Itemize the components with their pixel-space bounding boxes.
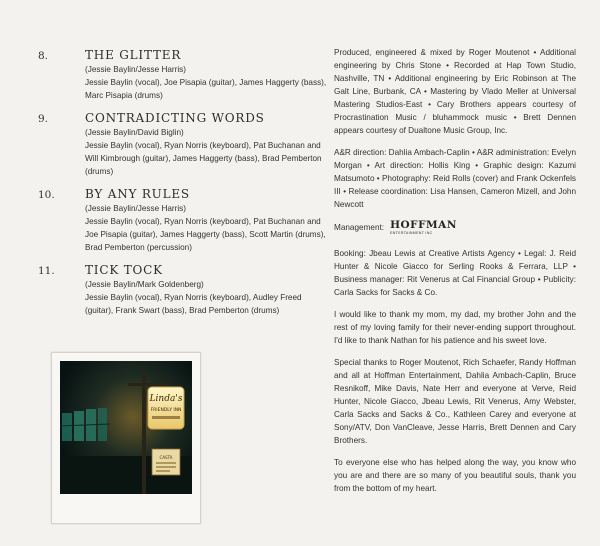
track-personnel: Jessie Baylin (vocal), Ryan Norris (keyboard), Pat Buchanan and Will Kimbrough (guitar), James Haggerty (bass), Brad Pemberton (drums) bbox=[85, 141, 322, 176]
night-sign-photo bbox=[60, 361, 192, 494]
management-line bbox=[334, 220, 576, 235]
track-personnel: Jessie Baylin (vocal), Joe Pisapia (guitar), James Haggerty (bass), Marc Pisapia (drums) bbox=[85, 78, 327, 100]
hoffman-logo-name: HOFFMAN bbox=[390, 219, 457, 231]
production-credits: Produced, engineered & mixed by Roger Moutenot • Additional engineering by Chris Stone • Recorded at Hap Town Studio, Nashville, TN • Additional engineering by Eric Robinson at The Galt Line, Burbank, CA • Mastering by Vlado Meller at Universal Mastering Studios-East • Cary Brothers appears courtesy of Procrastination Music / bluhammock music • Brett Dennen appears courtesy of Dualtone Music Group, Inc. bbox=[334, 48, 576, 135]
track-list bbox=[38, 48, 328, 326]
track-heading bbox=[38, 263, 328, 277]
booking-credits: Booking: Jbeau Lewis at Creative Artists Agency • Legal: J. Reid Hunter & Nicole Giacco for Serling Rooks & Ferrara, LLP • Business manager: Rit Venerus at Cal Financial Group • Publicity: Carla Sacks for Sacks & Co. bbox=[334, 249, 576, 298]
thanks-special: Special thanks to Roger Moutenot, Rich Schaefer, Randy Hoffman and all at Hoffman Entertainment, Dahlia Ambach-Caplin, Bruce Resnikoff, Mike Davis, Nate Herr and everyone at Verve, Reid Hunter, Nicole Giacco, Jbeau Lewis, Rit Venerus, Amy Webster, Carla Sacks and Sacks & Co., Kathleen Carey and everyone at Sony/ATV, Don VanCleave, Jesse Harris, Brett Dennen and Cary Brothers. bbox=[334, 358, 576, 446]
photo-illustration bbox=[60, 361, 192, 494]
sign-middle-text: FRIENDLY INN bbox=[150, 408, 182, 413]
thanks-family: I would like to thank my mom, my dad, my brother John and the rest of my loving family for their never-ending support throughout. I'd like to thank Nathan for his patience and his sweet love. bbox=[334, 310, 576, 346]
track-writers: (Jessie Baylin/Jesse Harris) bbox=[85, 65, 187, 74]
art-credits: A&R direction: Dahlia Ambach-Caplin • A&R administration: Evelyn Morgan • Art direction: Hollis King • Graphic design: Kazumi Matsumoto • Photography: Reid Rolls (cover) and Frank Ockenfels III • Release coordination: Lisa Hansen, Cameron Mizell, and John Newcott bbox=[334, 148, 576, 209]
track-item bbox=[38, 48, 328, 102]
track-writers: (Jessie Baylin/Jesse Harris) bbox=[85, 204, 187, 213]
track-heading bbox=[38, 48, 328, 62]
track-title: TICK TOCK bbox=[85, 263, 163, 277]
track-item bbox=[38, 111, 328, 178]
track-title: BY ANY RULES bbox=[85, 187, 190, 201]
track-writers: (Jessie Baylin/Mark Goldenberg) bbox=[85, 280, 204, 289]
track-number: 10. bbox=[38, 189, 55, 201]
track-title: CONTRADICTING WORDS bbox=[85, 111, 265, 125]
sign-top-text: Linda's bbox=[149, 394, 183, 404]
track-heading bbox=[38, 187, 328, 201]
track-writers: (Jessie Baylin/David Biglin) bbox=[85, 128, 184, 137]
track-item bbox=[38, 263, 328, 317]
credits-column bbox=[334, 46, 576, 504]
track-title: THE GLITTER bbox=[85, 48, 182, 62]
track-item bbox=[38, 187, 328, 254]
polaroid-photo bbox=[51, 352, 201, 524]
management-label: Management: bbox=[334, 223, 385, 233]
track-number: 8. bbox=[38, 50, 49, 62]
thanks-everyone: To everyone else who has helped along the way, you know who you are and there are so many of you beautiful souls, thank you from the bottom of my heart. bbox=[334, 458, 576, 494]
track-personnel: Jessie Baylin (vocal), Ryan Norris (keyboard), Pat Buchanan and Joe Pisapia (guitar), James Haggerty (bass), Scott Martin (drums), Brad Pemberton (percussion) bbox=[85, 217, 326, 252]
track-number: 11. bbox=[38, 265, 55, 277]
sign-lower-text: CASTA bbox=[159, 455, 173, 460]
hoffman-logo bbox=[390, 220, 457, 235]
track-number: 9. bbox=[38, 113, 49, 125]
track-heading bbox=[38, 111, 328, 125]
hoffman-logo-sub: ENTERTAINMENT INC bbox=[390, 230, 433, 235]
track-personnel: Jessie Baylin (vocal), Ryan Norris (keyboard), Audley Freed (guitar), Frank Swart (bass), Brad Pemberton (drums) bbox=[85, 293, 302, 315]
